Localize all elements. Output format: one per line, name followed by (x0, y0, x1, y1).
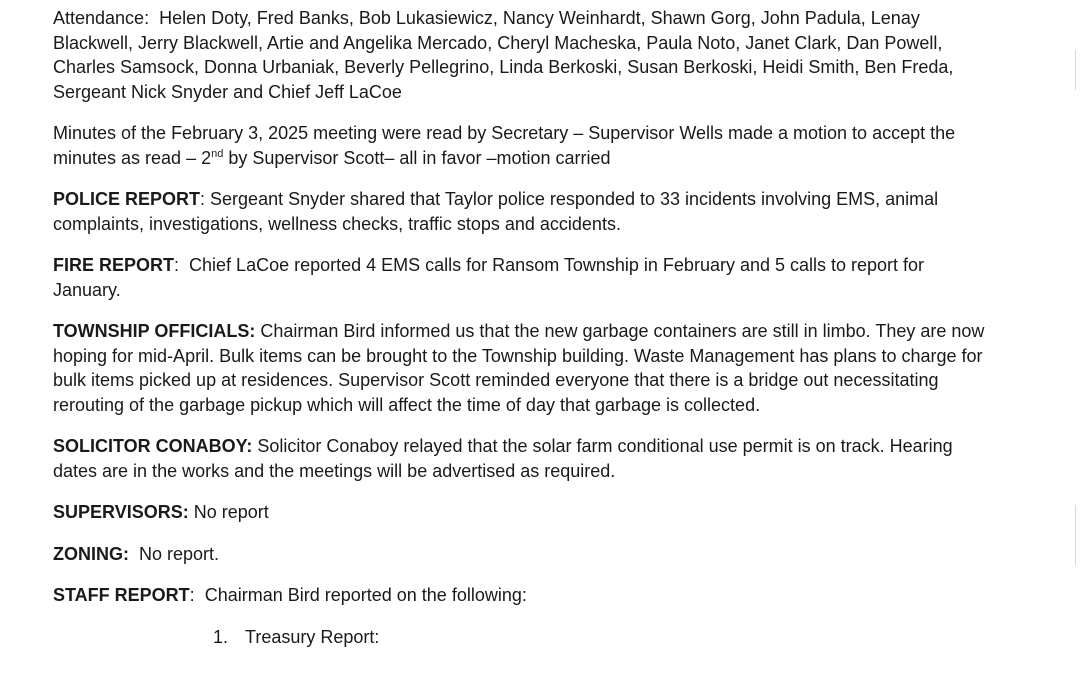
police-report-body: Sergeant Snyder shared that Taylor police responded to 33 incidents involving EMS, animal complaints, investigations, wellness checks, traffic stops and accidents. (53, 189, 939, 234)
zoning-paragraph (53, 542, 993, 567)
fire-report-separator: : (174, 255, 180, 275)
minutes-text-after: by Supervisor Scott– all in favor –motion carried (223, 147, 611, 168)
police-report-heading: POLICE REPORT (53, 189, 201, 209)
supervisors-heading: SUPERVISORS: (53, 502, 189, 522)
scan-edge-line (1075, 50, 1076, 90)
solicitor-paragraph (53, 434, 993, 483)
supervisors-body: No report (188, 502, 269, 522)
attendance-label: Attendance: (53, 8, 150, 28)
fire-report-paragraph (53, 253, 993, 302)
police-report-paragraph (53, 187, 993, 236)
staff-report-list (53, 625, 993, 650)
fire-report-heading: FIRE REPORT (53, 255, 175, 275)
minutes-superscript: nd (211, 147, 224, 160)
list-item (53, 625, 993, 650)
township-officials-body: Chairman Bird informed us that the new garbage containers are still in limbo. They are now hoping for mid-April. Bulk items can be brought to the Township building. Waste Management has plans to charge for bulk items picked up at residences. Supervisor Scott reminded everyone that there is a bridge out necessitating rerouting of the garbage pickup which will affect the time of day that garbage is collected. (53, 321, 985, 415)
attendance-paragraph (53, 6, 993, 104)
staff-report-heading: STAFF REPORT (53, 585, 190, 605)
list-item-label: Treasury Report: (245, 626, 380, 647)
supervisors-paragraph (53, 500, 993, 525)
staff-report-paragraph (53, 583, 993, 608)
solicitor-body: Solicitor Conaboy relayed that the solar farm conditional use permit is on track. Hearing dates are in the works and the meetings will be advertised as required. (53, 436, 953, 481)
scan-edge-line (1075, 505, 1076, 565)
minutes-paragraph (53, 121, 993, 170)
solicitor-heading: SOLICITOR CONABOY: (53, 436, 253, 456)
list-item-number: 1. (213, 626, 229, 647)
attendance-names: Helen Doty, Fred Banks, Bob Lukasiewicz, Nancy Weinhardt, Shawn Gorg, John Padula, Lenay Blackwell, Jerry Blackwell, Artie and Angelika Mercado, Cheryl Macheska, Paula Noto, Janet Clark, Dan Powell, Charles Samsock, Donna Urbaniak, Beverly Pellegrino, Linda Berkoski, Susan Berkoski, Heidi Smith, Ben Freda, Sergeant Nick Snyder and Chief Jeff LaCoe (53, 8, 954, 102)
police-report-separator: : (200, 189, 206, 209)
zoning-heading: ZONING: (53, 543, 129, 564)
fire-report-body: Chief LaCoe reported 4 EMS calls for Ransom Township in February and 5 calls to report for January. (53, 255, 930, 300)
minutes-text-before: Minutes of the February 3, 2025 meeting were read by Secretary – Supervisor Wells made a motion to accept the minutes as read – 2 (53, 123, 956, 168)
staff-report-separator: : (189, 585, 195, 605)
zoning-body: No report. (129, 543, 220, 564)
minutes-document (53, 6, 993, 649)
township-officials-heading: TOWNSHIP OFFICIALS: (53, 321, 256, 341)
staff-report-body: Chairman Bird reported on the following: (194, 585, 527, 605)
township-officials-paragraph (53, 319, 993, 417)
